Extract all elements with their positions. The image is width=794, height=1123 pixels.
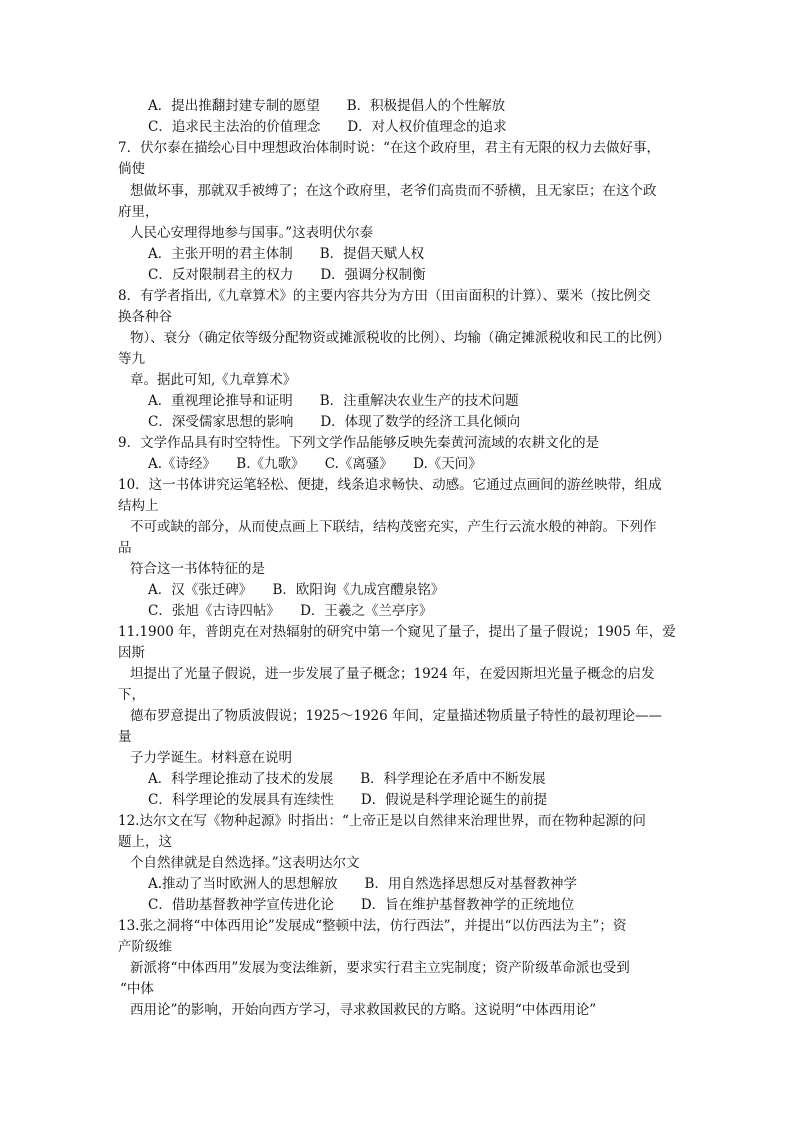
q6-options-cd: C．追求民主法治的价值理念 D．对人权价值理念的追求 (148, 119, 507, 135)
q12-options-cd: C．借助基督教神学宣传进化论 D．旨在维护基督教神学的正统地位 (148, 897, 575, 913)
q12-options-ab: A.推动了当时欧洲人的思想解放 B．用自然选择思想反对基督教神学 (148, 876, 577, 892)
q11-stem-line: 坦提出了光量子假说，进一步发展了量子概念；1924 年，在爱因斯坦光量子概念的启发 (130, 666, 655, 682)
q12-stem-line: 个自然律就是自然选择。”这表明达尔文 (130, 855, 360, 871)
q10-stem-line: 10．这一书体讲究运笔轻松、便捷，线条追求畅快、动感。它通过点画间的游丝映带，组成 (118, 477, 662, 493)
q11-stem-line: 11.1900 年，普朗克在对热辐射的研究中第一个窥见了量子，提出了量子假说；1905 年，爱 (118, 624, 676, 640)
q10-options-cd: C．张旭《古诗四帖》 D．王羲之《兰亭序》 (148, 603, 433, 619)
q10-options-ab: A．汉《张迁碑》 B．欧阳询《九成宫醴泉铭》 (148, 582, 445, 598)
q10-stem-line: 符合这一书体特征的是 (130, 561, 265, 577)
q8-options-ab: A．重视理论推导和证明 B．注重解决农业生产的技术问题 (148, 393, 519, 409)
q8-stem-line: 物）、衰分（确定依等级分配物资或摊派税收的比例）、均输（确定摊派税收和民工的比例） (130, 330, 670, 346)
q8-stem-line: 8．有学者指出,《九章算术》的主要内容共分为方田（田亩面积的计算）、粟米（按比例交 (118, 288, 651, 304)
q8-options-cd: C．深受儒家思想的影响 D．体现了数学的经济工具化倾向 (148, 414, 521, 430)
q7-stem-line: 7．伏尔泰在描绘心目中理想政治体制时说：“在这个政府里，君主有无限的权力去做好事， (118, 140, 660, 156)
q6-options-ab: A．提出推翻封建专制的愿望 B．积极提倡人的个性解放 (148, 98, 506, 114)
q13-stem-line: 产阶级维 (118, 939, 172, 955)
q11-options-cd: C．科学理论的发展具有连续性 D．假说是科学理论诞生的前提 (148, 792, 548, 808)
q13-stem-line: 西用论”的影响，开始向西方学习，寻求救国救民的方略。这说明“中体西用论” (130, 1002, 597, 1018)
q9-stem-line: 9．文学作品具有时空特性。下列文学作品能够反映先秦黄河流域的农耕文化的是 (118, 435, 600, 451)
q12-stem-line: 题上，这 (118, 834, 172, 850)
q7-stem-line: 倘使 (118, 161, 145, 177)
q8-stem-line: 章。据此可知,《九章算术》 (130, 372, 297, 388)
q7-stem-line: 府里， (118, 204, 159, 220)
q10-stem-line: 品 (118, 540, 132, 556)
q13-stem-line: “中体 (120, 981, 154, 997)
q8-stem-line: 等九 (118, 351, 145, 367)
q10-stem-line: 结构上 (118, 498, 159, 514)
q12-stem-line: 12.达尔文在写《物种起源》时指出：“上帝正是以自然律来治理世界，而在物种起源的问 (118, 813, 646, 829)
q11-stem-line: 下， (118, 687, 145, 703)
q7-stem-line: 人民心安理得地参与国事。”这表明伏尔泰 (130, 225, 374, 241)
q13-stem-line: 13.张之洞将“中体西用论”发展成“整顿中法，仿行西法”，并提出“以仿西法为主”；资 (118, 918, 627, 934)
q11-stem-line: 子力学诞生。材料意在说明 (130, 750, 292, 766)
q7-options-cd: C．反对限制君主的权力 D．强调分权制衡 (148, 267, 426, 283)
q11-stem-line: 因斯 (118, 645, 145, 661)
q8-stem-line: 换各种谷 (118, 309, 172, 325)
q10-stem-line: 不可或缺的部分，从而使点画上下联结，结构茂密充实，产生行云流水般的神韵。下列作 (130, 519, 657, 535)
q11-stem-line: 德布罗意提出了物质波假说；1925～1926 年间，定量描述物质量子特性的最初理论—— (130, 708, 663, 724)
q11-stem-line: 量 (118, 729, 132, 745)
q13-stem-line: 新派将“中体西用”发展为变法维新，要求实行君主立宪制度；资产阶级革命派也受到 (130, 960, 630, 976)
q7-options-ab: A．主张开明的君主体制 B．提倡天赋人权 (148, 246, 425, 262)
q9-options: A.《诗经》 B.《九歌》 C.《离骚》 D.《天问》 (148, 456, 482, 472)
q11-options-ab: A．科学理论推动了技术的发展 B．科学理论在矛盾中不断发展 (148, 771, 546, 787)
q7-stem-line: 想做坏事，那就双手被缚了；在这个政府里，老爷们高贵而不骄横，且无家臣；在这个政 (130, 183, 657, 199)
